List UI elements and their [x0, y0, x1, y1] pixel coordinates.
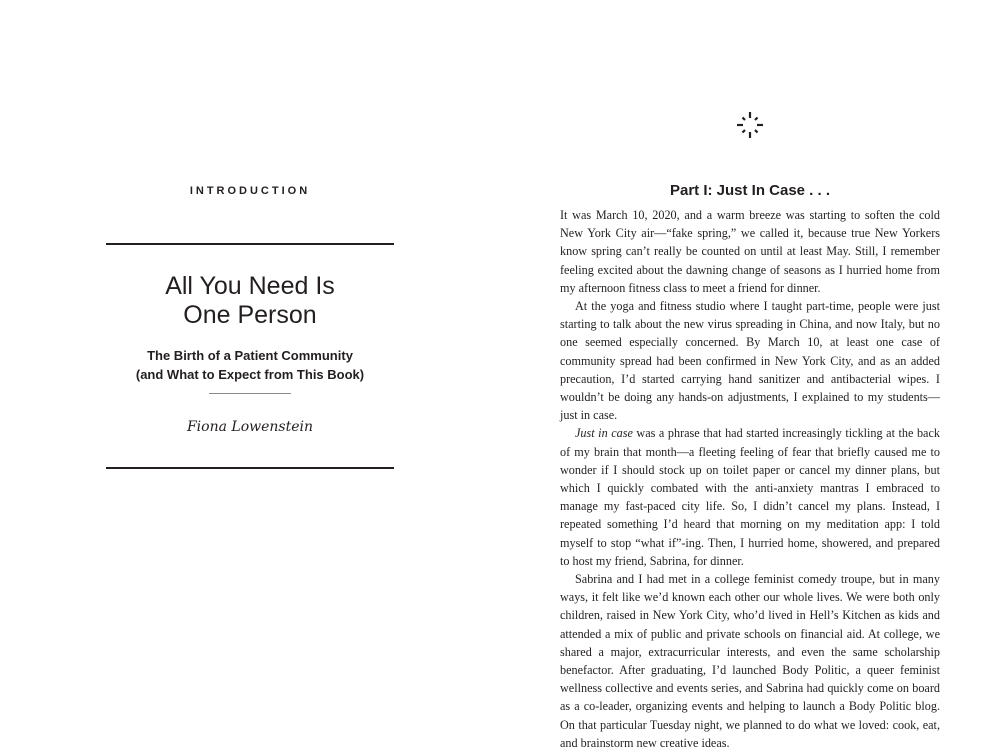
chapter-subtitle — [106, 346, 394, 384]
subtitle-line-1: The Birth of a Patient Community — [147, 348, 353, 363]
left-page — [0, 0, 500, 747]
subtitle-line-2: (and What to Expect from This Book) — [135, 367, 365, 382]
chapter-kicker: INTRODUCTION — [189, 185, 311, 197]
body-text — [560, 206, 940, 752]
paragraph-2: At the yoga and fitness studio where I taught part-time, people were just starting to talk about the new virus spreading in China, and now Italy, but no one seemed especially concerned. By March 10, at least one case of community spread had been confirmed in New York City, and as an added precaution, I’d started carrying hand sanitizer and antibacterial wipes. I wouldn’t be doing any hands-on adjustments, I explained to my students—just in case. — [560, 299, 940, 423]
paragraph-4: Sabrina and I had met in a college feminist comedy troupe, but in many ways, it felt like we’d known each other our whole lives. We were both only children, raised in New York City, who’d lived in Hell’s Kitchen as kids and attended a mix of public and private schools on financial aid. At college, we shared a major, extracurricular interests, and even the same scholarship benefactor. After graduating, I’d launched Body Politic, a queer feminist wellness collective and events series, and Sabrina had quickly come on board as a co-leader, organizing events and helping to launch a Body Politic blog. On that particular Tuesday night, we planned to do what we loved: cook, eat, and brainstorm new creative ideas. — [560, 572, 940, 750]
chapter-title-line-2: One Person — [183, 301, 317, 329]
right-page — [500, 0, 1000, 750]
chapter-title — [106, 272, 394, 330]
short-divider — [209, 393, 291, 394]
paragraph-3 — [560, 424, 940, 570]
author-name: Fiona Lowenstein — [186, 419, 314, 435]
chapter-title-line-1: All You Need Is — [165, 272, 335, 300]
italic-lead: Just in case — [575, 426, 633, 441]
paragraph-1: It was March 10, 2020, and a warm breeze was starting to soften the cold New York City air—“fake spring,” we called it, because true New Yorkers know spring can’t really be counted on until at least May. Still, I remember feeling excited about the dawning change of seasons as I hurried home from my afternoon fitness class to meet a friend for dinner. — [560, 208, 940, 295]
sunburst-ornament-icon — [735, 110, 765, 140]
bottom-divider — [106, 467, 394, 469]
part-heading: Part I: Just In Case . . . — [669, 182, 831, 199]
top-divider — [106, 243, 394, 245]
paragraph-3-text: was a phrase that had started increasingly tickling at the back of my brain that month—a fleeting feeling of fear that briefly caused me to wonder if I should stock up on toilet paper or cancel my dinner plans, but which I quickly combated with the anti-anxiety mantras I embraced to manage my fast-paced city life. So, I didn’t cancel my plans. Instead, I repeated something I’d heard that morning on my meditation app: I told myself to stop “what if”-ing. Then, I hurried home, showered, and prepared to host my friend, Sabrina, for dinner. — [560, 426, 940, 568]
